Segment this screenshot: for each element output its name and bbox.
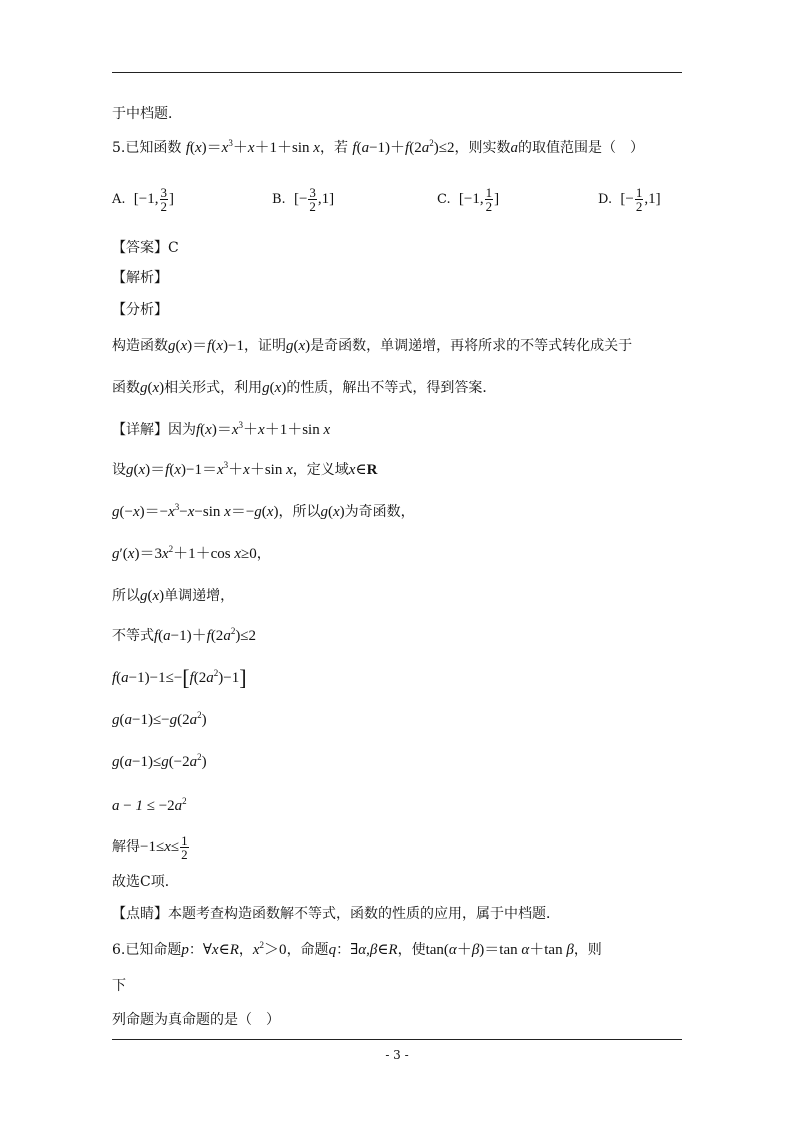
detail-line-2: 设$g(x)=f(x)-1=x^3+x+\sin$ x，定义域x∈R [112, 460, 378, 478]
detail-line-5: 所以g(x)单调递增， [112, 588, 235, 604]
header-rule [112, 72, 682, 73]
option-b: B. [− $\frac{3}{2}$ ,1] [272, 185, 335, 214]
detail-line-3: $g(-x)=-x^3-x-\sin$ x＝−g(x)，所以g(x)为奇函数， [112, 502, 415, 520]
detail-line-9: $g(a-1)\le g(-2a^2)$ [112, 752, 207, 770]
question-5: 5.已知函数 $f(x)=x^3+x+1+\sin$ x，若 $f(a-1)+f(2a^2)\le 2$，则实数a的取值范围是（ ） [112, 138, 644, 156]
detail-line-11: 解得−1≤x≤ $\frac{1}{2}$ [112, 833, 188, 862]
analysis-line-2: 函数g(x)相关形式，利用g(x)的性质，解出不等式，得到答案． [112, 380, 497, 396]
detail-line-10: $a - 1 \le -2a^2$ [112, 796, 187, 814]
detail-line-6: 不等式$f(a-1)+f(2a^2)\le 2$ [112, 626, 257, 644]
answer-label: 【答案】C [112, 240, 179, 256]
detail-line-8: $g(a-1)\le-g(2a^2)$ [112, 710, 207, 728]
dianjing-line: 【点睛】本题考查构造函数解不等式，函数的性质的应用，属于中档题． [112, 906, 560, 922]
detail-line-4: $g'(x)=3x^2+1+\cos$ x≥0， [112, 544, 271, 562]
page-number: - 3 - [385, 1048, 409, 1062]
option-d: D. [− $\frac{1}{2}$ ,1] [598, 185, 661, 214]
option-a: A. [−1, $\frac{3}{2}$ ] [112, 185, 175, 214]
fenxi-label: 【分析】 [112, 302, 168, 318]
detail-line-1: 【详解】因为$f(x)=x^3+x+1+\sin$ x [112, 420, 331, 438]
question-6: 6.已知命题p：∀x∈R，$x^2>0$，命题q：∃α,β∈R，使tan(α＋β)＝tan α＋tan β，则 [112, 940, 602, 958]
detail-line-7: $f(a-1)-1\le-[f(2a^2)-1]$ [112, 665, 247, 690]
text-line: 于中档题． [112, 106, 182, 122]
footer-rule [112, 1039, 682, 1040]
jiexi-label: 【解析】 [112, 270, 168, 286]
detail-line-12: 故选C项． [112, 874, 179, 890]
analysis-line-1: 构造函数g(x)＝f(x)−1，证明g(x)是奇函数，单调递增，再将所求的不等式转化成关于 [112, 338, 633, 354]
question-6-cont2: 列命题为真命题的是（ ） [112, 1012, 280, 1028]
option-c: C. [−1, $\frac{1}{2}$ ] [437, 185, 500, 214]
question-6-cont: 下 [112, 978, 126, 994]
